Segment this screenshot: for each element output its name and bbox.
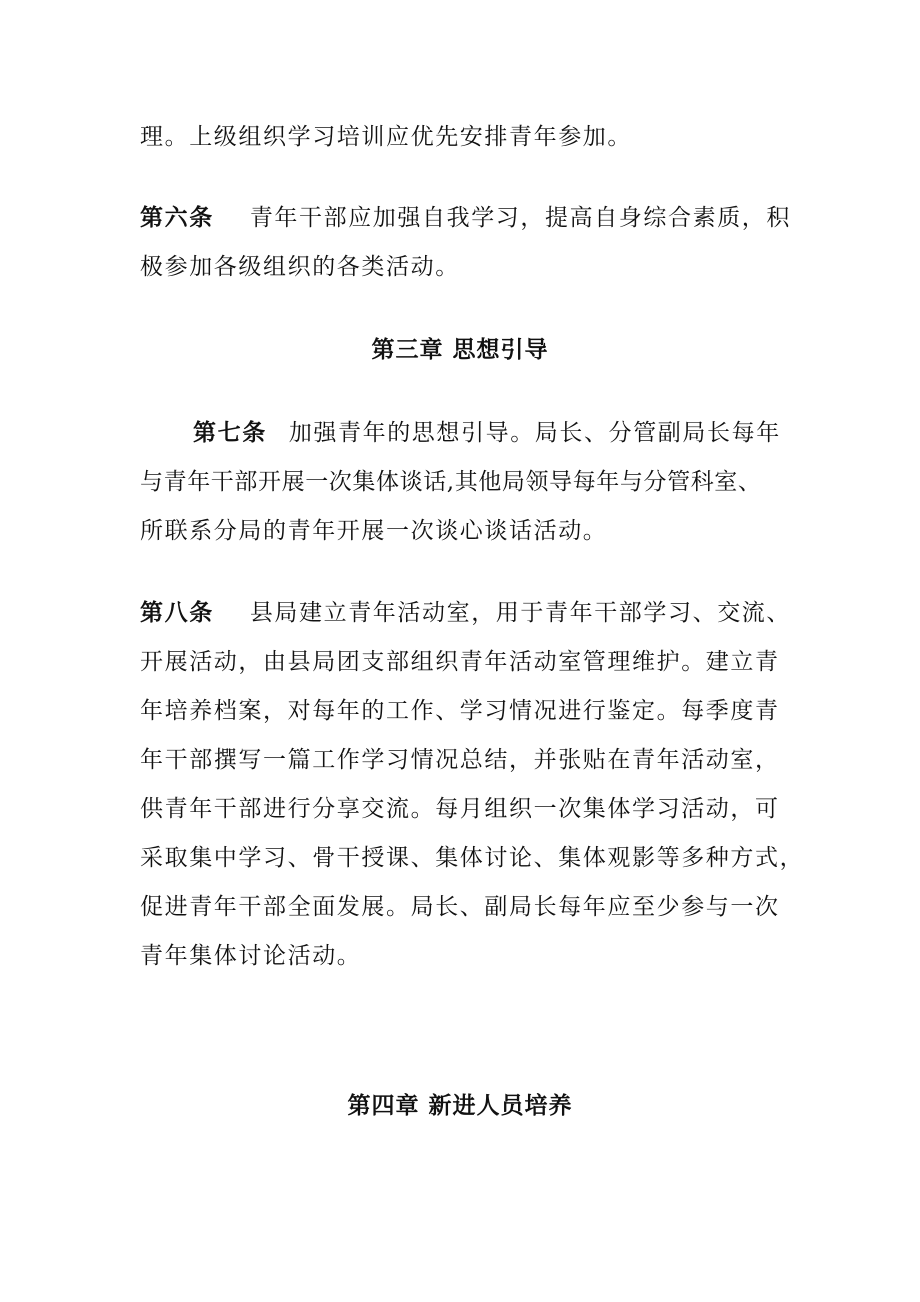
- article-7-line-2: 与青年干部开展一次集体谈话,其他局领导每年与分管科室、: [140, 469, 762, 495]
- chapter-3-title: 第三章 思想引导: [371, 337, 549, 363]
- article-7-text-1: 加强青年的思想引导。局长、分管副局长每年: [288, 420, 781, 446]
- article-7-line-3: 所联系分局的青年开展一次谈心谈话活动。: [140, 518, 608, 544]
- article-8-line-7: 促进青年干部全面发展。局长、副局长每年应至少参与一次: [140, 894, 780, 920]
- chapter-4-title: 第四章 新进人员培养: [347, 1093, 573, 1119]
- article-6-line-1: [140, 201, 791, 235]
- article-8-line-3: 年培养档案，对每年的工作、学习情况进行鉴定。每季度青: [140, 698, 780, 724]
- article-6-line-2: 极参加各级组织的各类活动。: [140, 254, 460, 280]
- paragraph-5-tail: 理。上级组织学习培训应优先安排青年参加。: [140, 124, 632, 150]
- article-8-line-5: 供青年干部进行分享交流。每月组织一次集体学习活动，可: [140, 796, 780, 822]
- article-7-line-1: [193, 416, 781, 450]
- article-8-line-4: 年干部撰写一篇工作学习情况总结，并张贴在青年活动室，: [140, 747, 780, 773]
- article-8-line-2: 开展活动，由县局团支部组织青年活动室管理维护。建立青: [140, 649, 780, 675]
- article-8-label: 第八条: [140, 600, 214, 626]
- article-8-line-8: 青年集体讨论活动。: [140, 943, 362, 969]
- article-8-text-1: 县局建立青年活动室，用于青年干部学习、交流、: [249, 600, 792, 626]
- article-8-line-6: 采取集中学习、骨干授课、集体讨论、集体观影等多种方式，: [140, 845, 805, 871]
- article-6-text-1: 青年干部应加强自我学习，提高自身综合素质，积: [249, 205, 792, 231]
- article-7-label: 第七条: [193, 420, 267, 446]
- article-6-label: 第六条: [140, 205, 214, 231]
- article-8-line-1: [140, 596, 791, 630]
